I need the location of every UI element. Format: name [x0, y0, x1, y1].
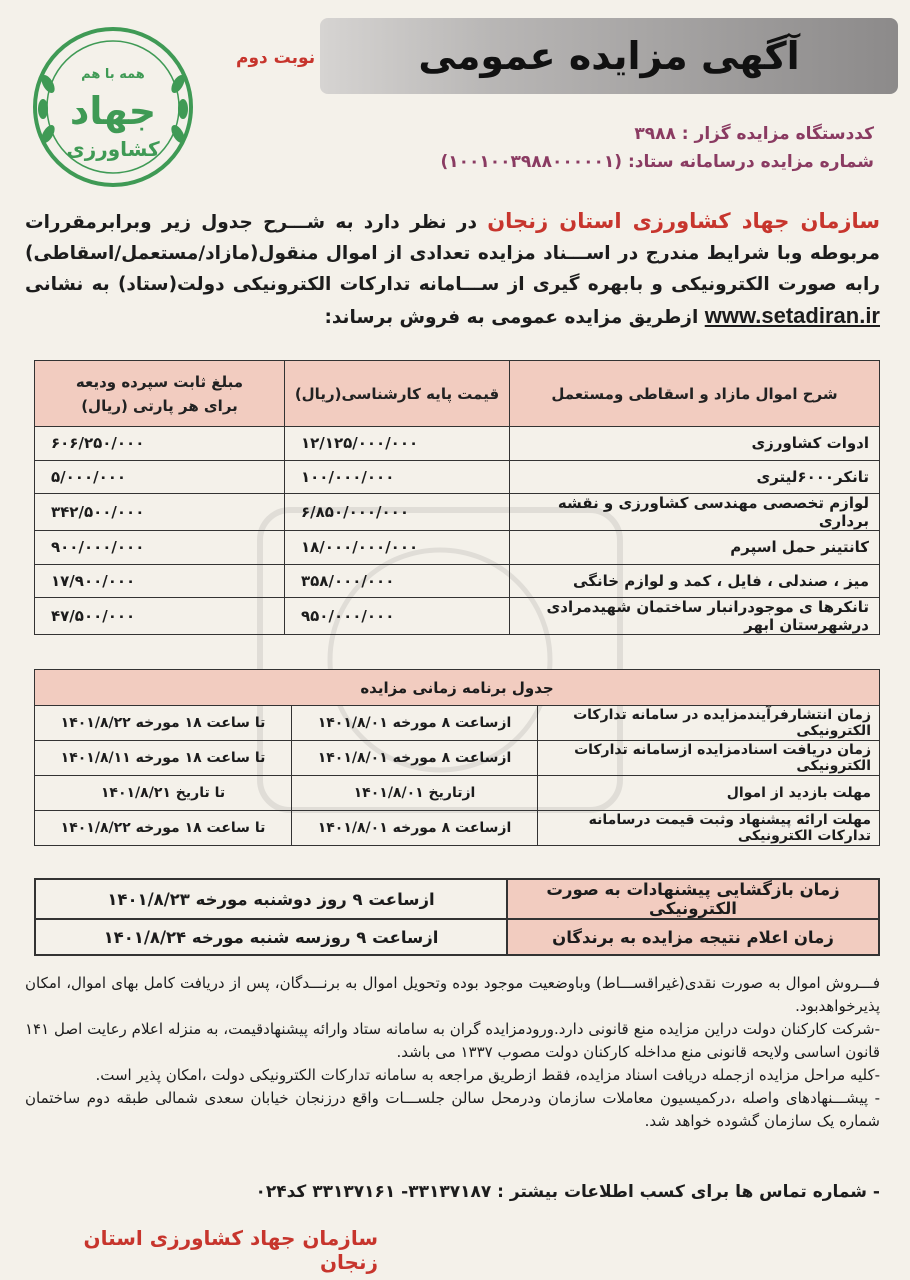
item-base-price: ۱۰۰/۰۰۰/۰۰۰ [285, 460, 510, 494]
item-deposit: ۶۰۶/۲۵۰/۰۰۰ [35, 427, 285, 461]
table-row [35, 776, 880, 811]
table-row [35, 741, 880, 776]
schedule-label: زمان انتشارفرآیندمزایده در سامانه تدارکات الکترونیکی [538, 706, 880, 741]
item-base-price: ۱۸/۰۰۰/۰۰۰/۰۰۰ [285, 531, 510, 565]
setad-number: شماره مزایده درسامانه ستاد: (۱۰۰۱۰۰۳۹۸۸۰۰۰۰۰۱) [440, 152, 874, 172]
item-desc: کانتینر حمل اسپرم [510, 531, 880, 565]
opening-label: زمان بازگشایی پیشنهادات به صورت الکترونیکی [507, 879, 879, 919]
schedule-to: تا ساعت ۱۸ مورخه ۱۴۰۱/۸/۲۲ [35, 706, 292, 741]
note-item: فـــروش اموال به صورت نقدی(غیراقســـاط) وباوضعیت موجود بوده وتحویل اموال به برنـــدگان، پس از دریافت کامل بهای اموال، امکان پذیرخواهدبود. [25, 974, 880, 1015]
opening-table [34, 878, 880, 956]
page-title: آگهی مزایده عمومی [418, 34, 800, 78]
schedule-label: زمان دریافت اسنادمزایده ازسامانه تدارکات الکترونیکی [538, 741, 880, 776]
schedule-table [34, 669, 880, 846]
schedule-from: ازتاریخ ۱۴۰۱/۸/۰۱ [292, 776, 538, 811]
logo-sub-text: کشاورزی [66, 137, 160, 161]
opening-value: ازساعت ۹ روز دوشنبه مورخه ۱۴۰۱/۸/۲۳ [35, 879, 507, 919]
col-header-base-price: قیمت پایه کارشناسی(ریال) [285, 361, 510, 427]
schedule-table-title: جدول برنامه زمانی مزایده [34, 669, 880, 705]
table-row [35, 811, 880, 846]
col-header-deposit-line2: برای هر پارتی (ریال) [81, 396, 238, 415]
intro-text-1: در نظر دارد به شـــرح جدول زیر وبرابرمقررات مربوطه وبا شرایط مندرج در اســـناد مزایده تعدادی از اموال منقول(مازاد/مستعمل/اسقاطی) رابه صورت الکترونیکی و بابهره گیری از ســـامانه تدارکات الکترونیکی دولت(ستاد) به نشانی [25, 212, 880, 295]
item-deposit: ۴۷/۵۰۰/۰۰۰ [35, 598, 285, 635]
note-item: -کلیه مراحل مزایده ازجمله دریافت اسناد مزایده، فقط ازطریق مراجعه به سامانه تدارکات الکترونیکی دولت ،امکان پذیر است. [95, 1066, 880, 1084]
logo-top-text: همه با هم [81, 67, 145, 82]
col-header-deposit-line1: مبلغ ثابت سپرده ودیعه [75, 372, 244, 391]
items-table [34, 360, 880, 635]
notes-section [25, 972, 880, 1133]
item-deposit: ۳۴۲/۵۰۰/۰۰۰ [35, 494, 285, 531]
footer-org-name: سازمان جهاد کشاورزی استان زنجان [83, 1226, 378, 1274]
item-desc: تانکرها ی موجودرانبار ساختمان شهیدمرادی درشهرستان ابهر [510, 598, 880, 635]
schedule-label: مهلت بازدید از اموال [538, 776, 880, 811]
logo-main-text: جهاد [69, 89, 157, 133]
device-code: کددستگاه مزایده گزار : ۳۹۸۸ [634, 124, 874, 144]
item-base-price: ۶/۸۵۰/۰۰۰/۰۰۰ [285, 494, 510, 531]
table-row [35, 598, 880, 635]
results-label: زمان اعلام نتیجه مزایده به برندگان [507, 919, 879, 955]
note-item: - پیشـــنهادهای واصله ،درکمیسیون معاملات سازمان ودرمحل سالن جلســـات واقع درزنجان خیابان سعدی شمالی طبقه دوم ساختمان شماره یک سازمان گشوده خواهد شد. [25, 1089, 880, 1130]
table-row [35, 879, 879, 919]
table-row [35, 564, 880, 598]
schedule-to: تا ساعت ۱۸ مورخه ۱۴۰۱/۸/۱۱ [35, 741, 292, 776]
table-row [35, 531, 880, 565]
table-row [35, 460, 880, 494]
website-link[interactable]: www.setadiran.ir [704, 303, 880, 328]
schedule-label: مهلت ارائه پیشنهاد وثبت قیمت درسامانه تدارکات الکترونیکی [538, 811, 880, 846]
item-base-price: ۳۵۸/۰۰۰/۰۰۰ [285, 564, 510, 598]
schedule-to: تا تاریخ ۱۴۰۱/۸/۲۱ [35, 776, 292, 811]
table-row [35, 919, 879, 955]
item-deposit: ۹۰۰/۰۰۰/۰۰۰ [35, 531, 285, 565]
header-bar [320, 18, 898, 94]
jahad-keshavarzi-logo [30, 24, 196, 190]
table-row [35, 706, 880, 741]
col-header-deposit [35, 361, 285, 427]
contact-numbers: - شماره تماس ها برای کسب اطلاعات بیشتر : ۳۳۱۳۷۱۸۷- ۳۳۱۳۷۱۶۱ کد۰۲۴ [255, 1182, 880, 1202]
schedule-from: ازساعت ۸ مورخه ۱۴۰۱/۸/۰۱ [292, 741, 538, 776]
intro-text-2: ازطریق مزایده عمومی به فروش برساند: [324, 307, 705, 328]
col-header-desc: شرح اموال مازاد و اسقاطی ومستعمل [510, 361, 880, 427]
item-desc: ادوات کشاورزی [510, 427, 880, 461]
table-row [35, 427, 880, 461]
schedule-to: تا ساعت ۱۸ مورخه ۱۴۰۱/۸/۲۲ [35, 811, 292, 846]
schedule-from: ازساعت ۸ مورخه ۱۴۰۱/۸/۰۱ [292, 811, 538, 846]
schedule-from: ازساعت ۸ مورخه ۱۴۰۱/۸/۰۱ [292, 706, 538, 741]
item-desc: تانکر۶۰۰۰لیتری [510, 460, 880, 494]
item-deposit: ۵/۰۰۰/۰۰۰ [35, 460, 285, 494]
item-base-price: ۱۲/۱۲۵/۰۰۰/۰۰۰ [285, 427, 510, 461]
item-base-price: ۹۵۰/۰۰۰/۰۰۰ [285, 598, 510, 635]
note-item: -شرکت کارکنان دولت دراین مزایده منع قانونی دارد.ورودمزایده گران به سامانه ستاد وارائه پیشنهادقیمت، به منزله اعلام رعایت اصل ۱۴۱ قانون اساسی ولایحه قانونی منع مداخله کارکنان دولت مصوب ۱۳۳۷ می باشد. [25, 1020, 880, 1061]
round-label: نوبت دوم [236, 48, 316, 68]
results-value: ازساعت ۹ روزسه شنبه مورخه ۱۴۰۱/۸/۲۴ [35, 919, 507, 955]
item-desc: میز ، صندلی ، فایل ، کمد و لوازم خانگی [510, 564, 880, 598]
intro-paragraph [25, 206, 880, 333]
item-desc: لوازم تخصصی مهندسی کشاورزی و نقشه برداری [510, 494, 880, 531]
table-row [35, 494, 880, 531]
item-deposit: ۱۷/۹۰۰/۰۰۰ [35, 564, 285, 598]
intro-org-name: سازمان جهاد کشاورزی استان زنجان [487, 209, 880, 233]
